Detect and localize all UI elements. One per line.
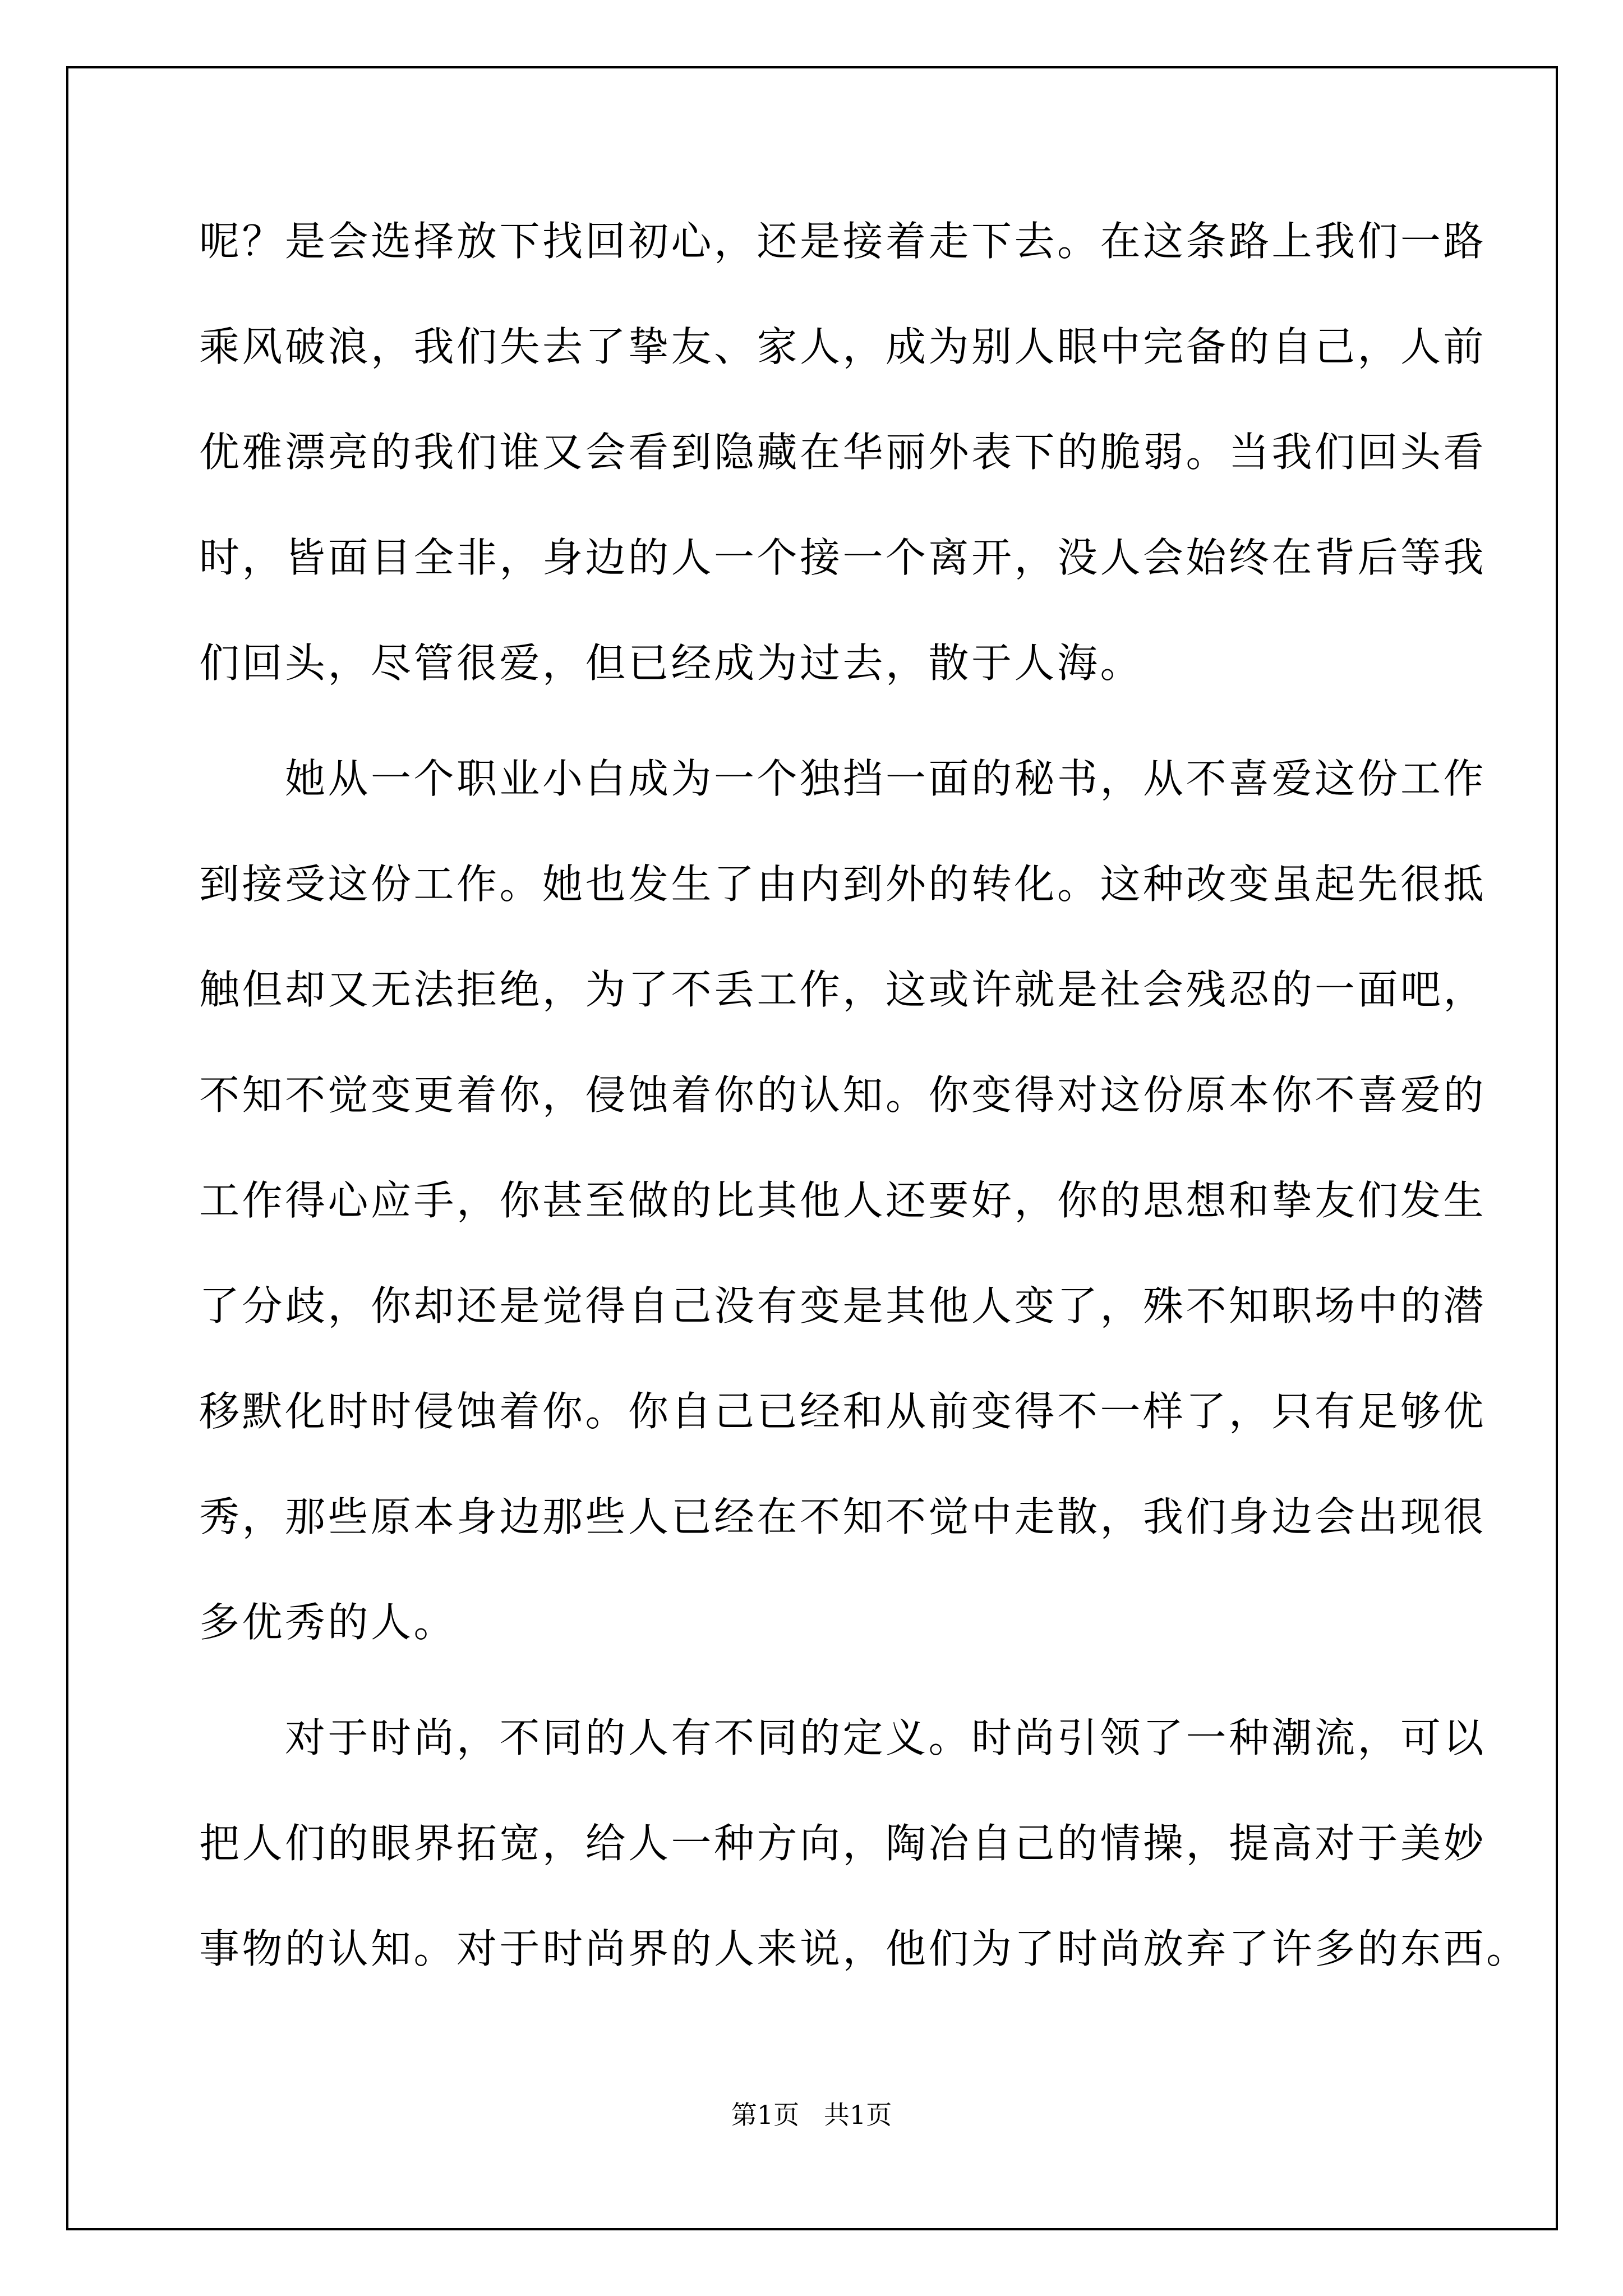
- text-line: 了分歧，你却还是觉得自己没有变是其他人变了，殊不知职场中的潜: [199, 1282, 1487, 1329]
- text-line: 们回头，尽管很爱，但已经成为过去，散于人海。: [199, 639, 1144, 687]
- text-line: 优雅漂亮的我们谁又会看到隐藏在华丽外表下的脆弱。当我们回头看: [199, 429, 1487, 476]
- text-line: 乘风破浪，我们失去了挚友、家人，成为别人眼中完备的自己，人前: [199, 323, 1487, 370]
- text-line: 不知不觉变更着你，侵蚀着你的认知。你变得对这份原本你不喜爱的: [199, 1071, 1487, 1119]
- text-line: 多优秀的人。: [199, 1599, 457, 1646]
- text-line: 对于时尚，不同的人有不同的定义。时尚引领了一种潮流，可以: [199, 1714, 1487, 1761]
- page-border: [66, 66, 1558, 2230]
- text-line: 工作得心应手，你甚至做的比其他人还要好，你的思想和挚友们发生: [199, 1177, 1487, 1224]
- text-line: 触但却又无法拒绝，为了不丢工作，这或许就是社会残忍的一面吧，: [199, 966, 1487, 1013]
- text-line: 移默化时时侵蚀着你。你自己已经和从前变得不一样了，只有足够优: [199, 1388, 1487, 1435]
- text-line: 时，皆面目全非，身边的人一个接一个离开，没人会始终在背后等我: [199, 534, 1487, 581]
- text-line: 她从一个职业小白成为一个独挡一面的秘书，从不喜爱这份工作: [199, 755, 1487, 802]
- text-line: 事物的认知。对于时尚界的人来说，他们为了时尚放弃了许多的东西。: [199, 1925, 1529, 1972]
- page-footer: 第1页 共1页: [731, 2100, 892, 2130]
- text-line: 呢？是会选择放下找回初心，还是接着走下去。在这条路上我们一路: [199, 218, 1487, 265]
- text-line: 把人们的眼界拓宽，给人一种方向，陶冶自己的情操，提高对于美妙: [199, 1820, 1487, 1867]
- text-line: 秀，那些原本身边那些人已经在不知不觉中走散，我们身边会出现很: [199, 1493, 1487, 1540]
- text-line: 到接受这份工作。她也发生了由内到外的转化。这种改变虽起先很抵: [199, 861, 1487, 908]
